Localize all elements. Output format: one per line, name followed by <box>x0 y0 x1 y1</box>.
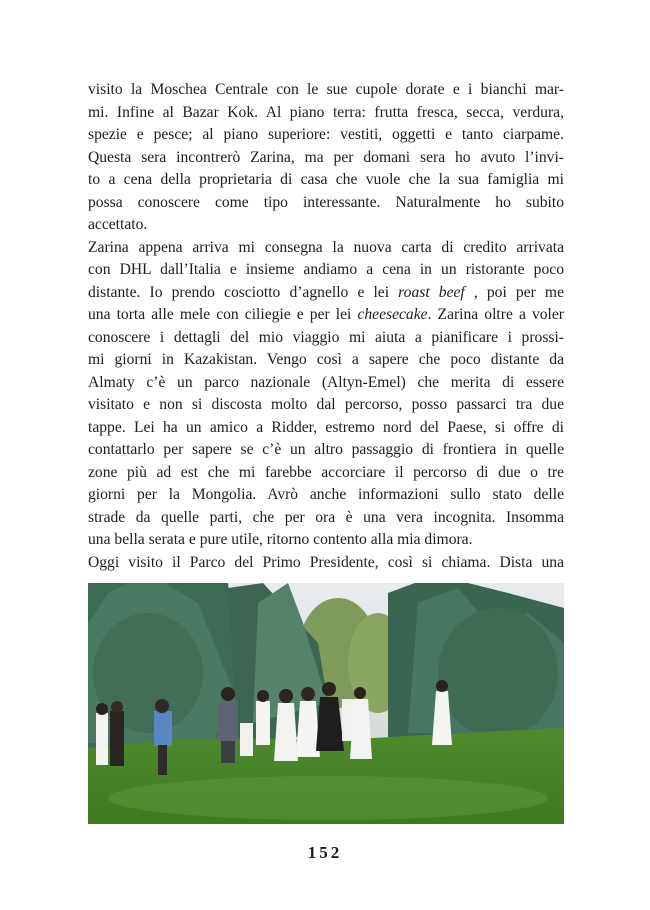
text-line: possa conoscere come tipo interessante. Naturalmente ho subito <box>88 193 564 211</box>
text-line: mi. Infine al Bazar Kok. Al piano terra: frutta fresca, secca, verdura, <box>88 103 564 121</box>
text-line: zone più ad est che mi farebbe accorciare il percorso di due o tre <box>88 463 564 481</box>
text-span: una torta alle mele con ciliegie e per lei <box>88 306 358 323</box>
text-line: to a cena della proprietaria di casa che vuole che la sua famiglia mi <box>88 171 564 188</box>
park-photo-image <box>88 583 564 824</box>
park-photo <box>88 583 564 824</box>
text-line <box>88 282 564 305</box>
text-line: tappe. Lei ha un amico a Ridder, estremo nord del Paese, si offre di <box>88 418 564 436</box>
body-text <box>88 79 564 574</box>
text-line: con DHL dall’Italia e insieme andiamo a cena in un ristorante poco <box>88 261 564 278</box>
text-line: strade da quelle parti, che per ora è una vera incognita. Insomma <box>88 508 564 526</box>
page-number: 152 <box>307 843 343 862</box>
italic-term: cheesecake <box>357 306 428 323</box>
text-line: conoscere i dettagli del mio viaggio mi aiuta a pianificare i prossi- <box>88 328 564 346</box>
text-span: . Zarina oltre a voler <box>427 306 564 323</box>
text-line: accettato. <box>88 216 148 233</box>
text-line: spezie e pesce; al piano superiore: vestiti, oggetti e tanto ciarpame. <box>88 126 564 143</box>
text-line: Zarina appena arriva mi consegna la nuova carta di credito arrivata <box>88 238 564 256</box>
text-line: contattarlo per sapere se c’è un altro passaggio di frontiera in quelle <box>88 441 564 458</box>
text-line: visitato e non si discosta molto dal percorso, posso passarci tra due <box>88 396 564 413</box>
text-line: Questa sera incontrerò Zarina, ma per domani sera ho avuto l’invi- <box>88 148 564 166</box>
text-line: Almaty c’è un parco nazionale (Altyn-Emel) che merita di essere <box>88 373 564 391</box>
text-line: una bella serata e pure utile, ritorno contento alla mia dimora. <box>88 531 473 548</box>
text-line: giorni per la Mongolia. Avrò anche informazioni sullo stato delle <box>88 486 564 503</box>
text-line: Oggi visito il Parco del Primo Presidente, così si chiama. Dista una <box>88 553 564 571</box>
italic-term: roast beef <box>398 283 465 301</box>
text-span: distante. Io prendo cosciotto d’agnello e lei <box>88 283 399 301</box>
text-line: visito la Moschea Centrale con le sue cupole dorate e i bianchi mar- <box>88 81 564 98</box>
text-line <box>88 304 564 327</box>
text-span: , poi per me <box>464 283 564 301</box>
text-line: mi giorni in Kazakistan. Vengo così a sapere che poco distante da <box>88 351 564 368</box>
